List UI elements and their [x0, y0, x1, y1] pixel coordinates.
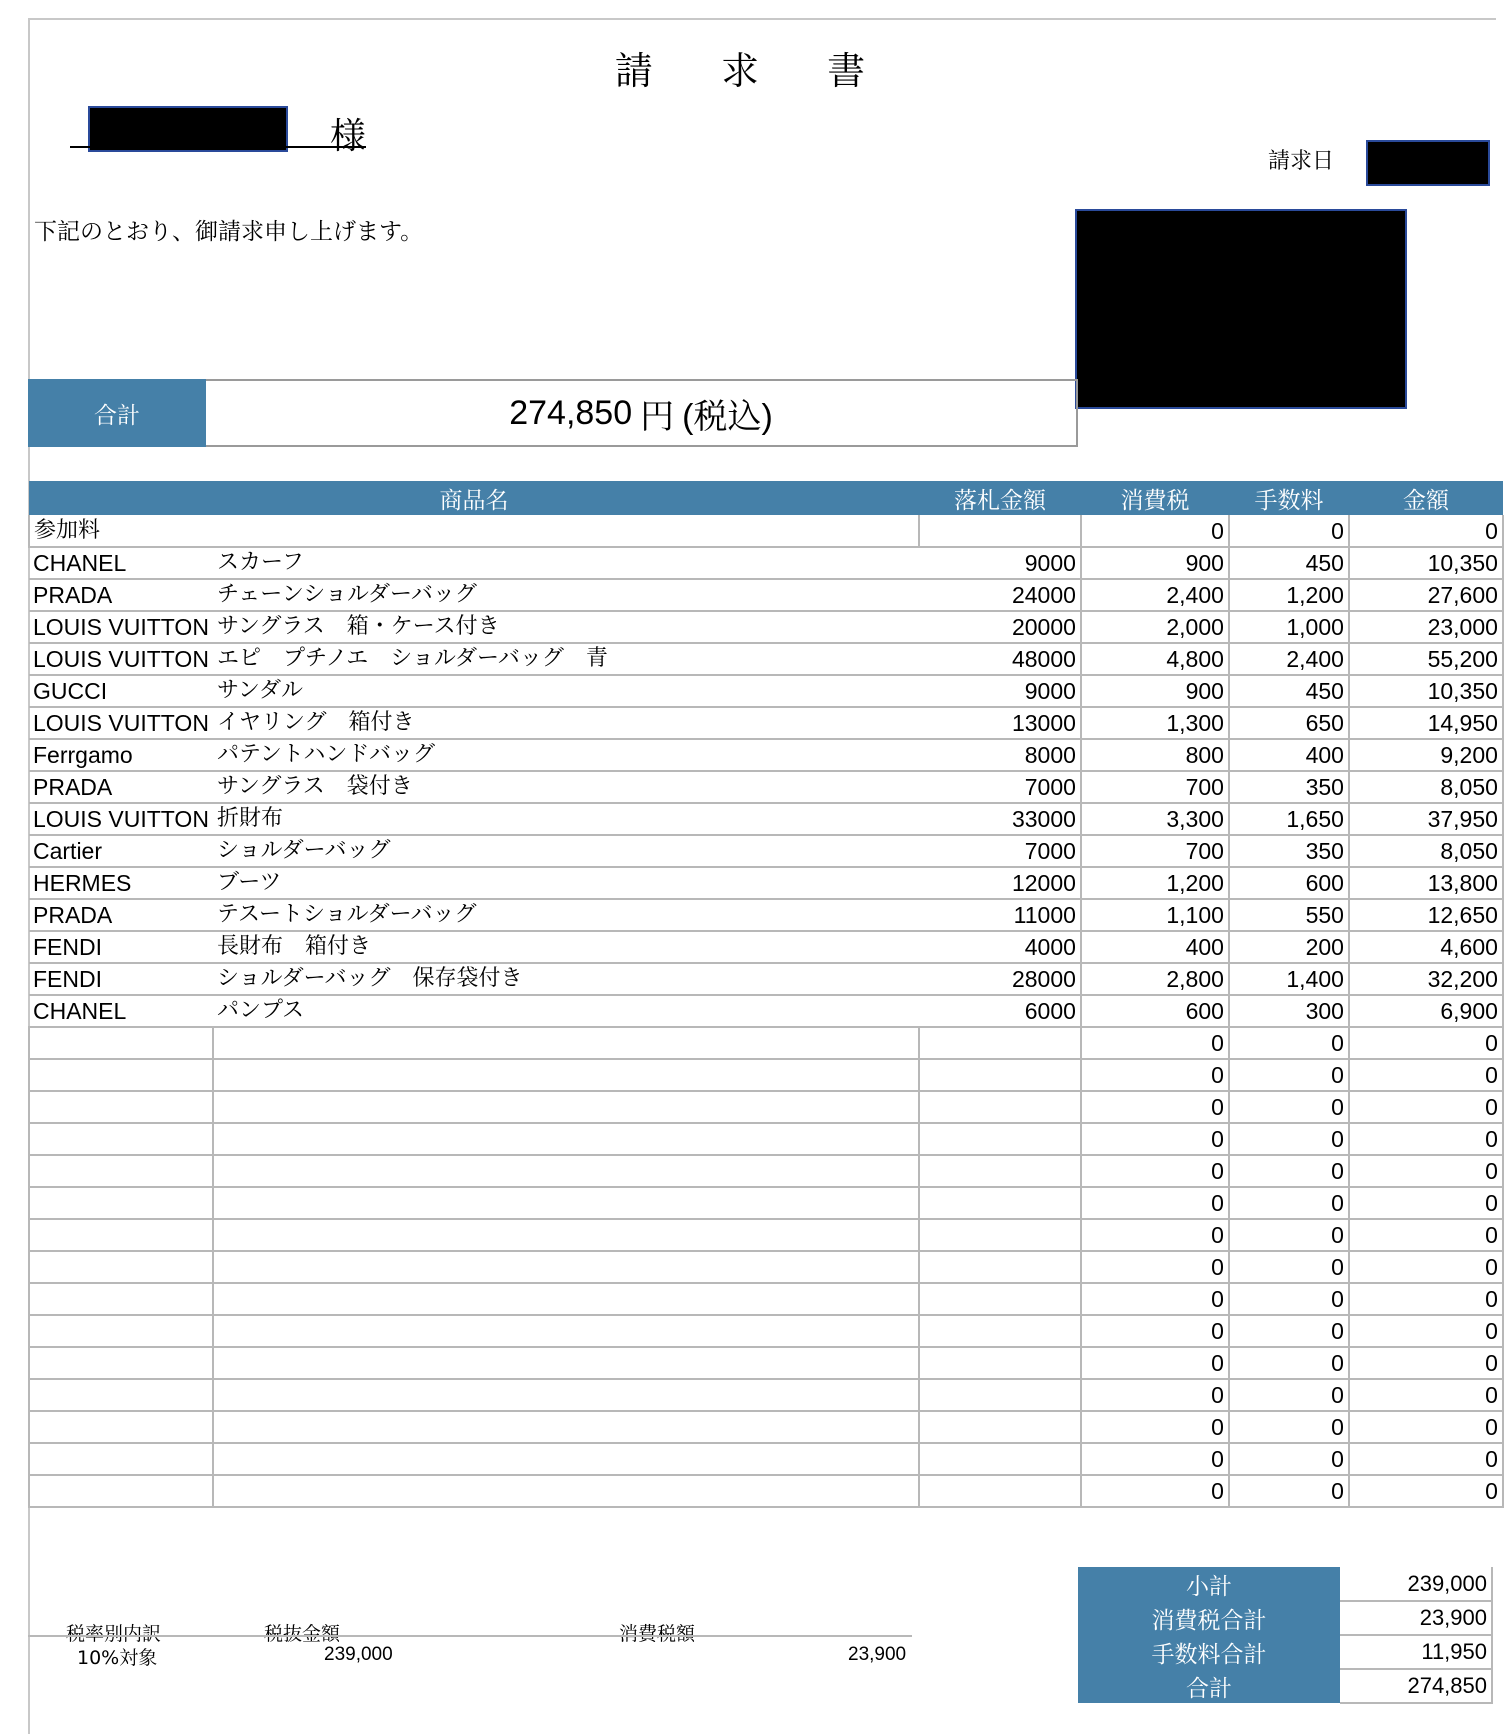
- empty-brand: [29, 1251, 213, 1283]
- item-tax: 1,200: [1081, 867, 1229, 899]
- empty-bid: [919, 1475, 1081, 1507]
- item-tax: 3,300: [1081, 803, 1229, 835]
- item-fee: 650: [1229, 707, 1349, 739]
- item-amount: 9,200: [1349, 739, 1503, 771]
- summary-table: [1078, 1567, 1493, 1704]
- total-label: 合計: [28, 379, 206, 447]
- item-fee: 450: [1229, 547, 1349, 579]
- empty-brand: [29, 1059, 213, 1091]
- empty-fee: 0: [1229, 1091, 1349, 1123]
- item-bid: 12000: [919, 867, 1081, 899]
- item-name: テスートショルダーバッグ: [213, 899, 919, 931]
- empty-brand: [29, 1347, 213, 1379]
- table-row: [29, 803, 1503, 835]
- empty-fee: 0: [1229, 1315, 1349, 1347]
- empty-brand: [29, 1443, 213, 1475]
- item-bid: 7000: [919, 835, 1081, 867]
- item-tax: 2,400: [1081, 579, 1229, 611]
- table-row: [29, 963, 1503, 995]
- item-amount: 27,600: [1349, 579, 1503, 611]
- empty-bid: [919, 1187, 1081, 1219]
- table-row: [29, 611, 1503, 643]
- line-items-table: [28, 481, 1504, 1508]
- empty-brand: [29, 1411, 213, 1443]
- empty-name: [213, 1443, 919, 1475]
- header-product: 商品名: [29, 481, 919, 515]
- item-bid: 48000: [919, 643, 1081, 675]
- item-brand: FENDI: [29, 963, 213, 995]
- empty-row: [29, 1187, 1503, 1219]
- empty-bid: [919, 1155, 1081, 1187]
- item-fee: 350: [1229, 771, 1349, 803]
- empty-name: [213, 1219, 919, 1251]
- item-tax: 400: [1081, 931, 1229, 963]
- item-amount: 23,000: [1349, 611, 1503, 643]
- item-brand: CHANEL: [29, 995, 213, 1027]
- empty-row: [29, 1219, 1503, 1251]
- item-brand: LOUIS VUITTON: [29, 803, 213, 835]
- item-name: サングラス 袋付き: [213, 771, 919, 803]
- item-name: サングラス 箱・ケース付き: [213, 611, 919, 643]
- item-fee: 450: [1229, 675, 1349, 707]
- item-tax: 700: [1081, 835, 1229, 867]
- item-fee: 1,650: [1229, 803, 1349, 835]
- empty-amount: 0: [1349, 1091, 1503, 1123]
- participation-bid: [919, 515, 1081, 547]
- empty-amount: 0: [1349, 1283, 1503, 1315]
- empty-bid: [919, 1315, 1081, 1347]
- item-name: チェーンショルダーバッグ: [213, 579, 919, 611]
- item-brand: FENDI: [29, 931, 213, 963]
- empty-tax: 0: [1081, 1443, 1229, 1475]
- empty-tax: 0: [1081, 1315, 1229, 1347]
- empty-fee: 0: [1229, 1347, 1349, 1379]
- empty-bid: [919, 1411, 1081, 1443]
- item-amount: 8,050: [1349, 835, 1503, 867]
- empty-fee: 0: [1229, 1123, 1349, 1155]
- item-name: スカーフ: [213, 547, 919, 579]
- summary-label: 消費税合計: [1078, 1601, 1340, 1635]
- item-tax: 900: [1081, 547, 1229, 579]
- empty-brand: [29, 1315, 213, 1347]
- empty-row: [29, 1283, 1503, 1315]
- item-fee: 550: [1229, 899, 1349, 931]
- empty-name: [213, 1475, 919, 1507]
- summary-row: [1078, 1601, 1492, 1635]
- header-tax: 消費税: [1081, 481, 1229, 515]
- empty-fee: 0: [1229, 1059, 1349, 1091]
- item-brand: LOUIS VUITTON: [29, 707, 213, 739]
- empty-row: [29, 1091, 1503, 1123]
- table-row: [29, 899, 1503, 931]
- item-amount: 8,050: [1349, 771, 1503, 803]
- summary-row: [1078, 1669, 1492, 1703]
- empty-tax: 0: [1081, 1475, 1229, 1507]
- empty-bid: [919, 1059, 1081, 1091]
- table-row: [29, 995, 1503, 1027]
- empty-name: [213, 1027, 919, 1059]
- total-amount: 274,850: [509, 393, 633, 432]
- empty-bid: [919, 1027, 1081, 1059]
- empty-name: [213, 1091, 919, 1123]
- empty-amount: 0: [1349, 1347, 1503, 1379]
- item-name: 折財布: [213, 803, 919, 835]
- item-amount: 10,350: [1349, 675, 1503, 707]
- item-brand: Ferrgamo: [29, 739, 213, 771]
- empty-bid: [919, 1251, 1081, 1283]
- empty-row: [29, 1411, 1503, 1443]
- empty-bid: [919, 1283, 1081, 1315]
- table-row: [29, 579, 1503, 611]
- item-amount: 6,900: [1349, 995, 1503, 1027]
- empty-fee: 0: [1229, 1475, 1349, 1507]
- item-bid: 11000: [919, 899, 1081, 931]
- empty-row: [29, 1155, 1503, 1187]
- empty-amount: 0: [1349, 1059, 1503, 1091]
- table-row: [29, 707, 1503, 739]
- participation-amount: 0: [1349, 515, 1503, 547]
- item-amount: 32,200: [1349, 963, 1503, 995]
- empty-bid: [919, 1443, 1081, 1475]
- empty-tax: 0: [1081, 1123, 1229, 1155]
- tax-breakdown-net-header: 税抜金額: [264, 1623, 341, 1645]
- empty-name: [213, 1187, 919, 1219]
- item-bid: 20000: [919, 611, 1081, 643]
- empty-bid: [919, 1123, 1081, 1155]
- item-brand: HERMES: [29, 867, 213, 899]
- empty-fee: 0: [1229, 1283, 1349, 1315]
- item-tax: 800: [1081, 739, 1229, 771]
- item-bid: 6000: [919, 995, 1081, 1027]
- summary-label: 手数料合計: [1078, 1635, 1340, 1669]
- empty-name: [213, 1251, 919, 1283]
- item-amount: 10,350: [1349, 547, 1503, 579]
- participation-fee: 0: [1229, 515, 1349, 547]
- summary-value: 239,000: [1340, 1567, 1492, 1601]
- empty-brand: [29, 1379, 213, 1411]
- empty-bid: [919, 1091, 1081, 1123]
- item-tax: 1,300: [1081, 707, 1229, 739]
- table-row: [29, 675, 1503, 707]
- item-name: ブーツ: [213, 867, 919, 899]
- tax-breakdown-rate-header: 税率別内訳: [66, 1623, 162, 1645]
- item-brand: LOUIS VUITTON: [29, 611, 213, 643]
- summary-row: [1078, 1635, 1492, 1669]
- tax-breakdown-tax: 23,900: [848, 1644, 907, 1665]
- empty-tax: 0: [1081, 1283, 1229, 1315]
- item-name: エピ プチノエ ショルダーバッグ 青: [213, 643, 919, 675]
- empty-bid: [919, 1219, 1081, 1251]
- header-amount: 金額: [1349, 481, 1503, 515]
- item-amount: 12,650: [1349, 899, 1503, 931]
- empty-brand: [29, 1123, 213, 1155]
- summary-value: 11,950: [1340, 1635, 1492, 1669]
- item-fee: 1,400: [1229, 963, 1349, 995]
- total-tax-note: (税込): [682, 397, 773, 436]
- empty-row: [29, 1347, 1503, 1379]
- empty-amount: 0: [1349, 1411, 1503, 1443]
- summary-value: 23,900: [1340, 1601, 1492, 1635]
- item-brand: PRADA: [29, 771, 213, 803]
- item-amount: 4,600: [1349, 931, 1503, 963]
- item-brand: CHANEL: [29, 547, 213, 579]
- item-fee: 1,200: [1229, 579, 1349, 611]
- empty-brand: [29, 1091, 213, 1123]
- item-name: ショルダーバッグ: [213, 835, 919, 867]
- empty-amount: 0: [1349, 1443, 1503, 1475]
- summary-label: 合計: [1078, 1669, 1340, 1703]
- empty-brand: [29, 1283, 213, 1315]
- invoice-date-label: 請求日: [1268, 149, 1335, 174]
- empty-fee: 0: [1229, 1187, 1349, 1219]
- item-tax: 2,800: [1081, 963, 1229, 995]
- empty-brand: [29, 1475, 213, 1507]
- empty-brand: [29, 1155, 213, 1187]
- item-amount: 13,800: [1349, 867, 1503, 899]
- item-name: パテントハンドバッグ: [213, 739, 919, 771]
- participation-tax: 0: [1081, 515, 1229, 547]
- item-name: 長財布 箱付き: [213, 931, 919, 963]
- empty-row: [29, 1379, 1503, 1411]
- empty-brand: [29, 1187, 213, 1219]
- item-tax: 1,100: [1081, 899, 1229, 931]
- table-row: [29, 547, 1503, 579]
- item-bid: 4000: [919, 931, 1081, 963]
- empty-name: [213, 1123, 919, 1155]
- empty-tax: 0: [1081, 1219, 1229, 1251]
- empty-name: [213, 1379, 919, 1411]
- empty-fee: 0: [1229, 1155, 1349, 1187]
- empty-row: [29, 1251, 1503, 1283]
- empty-amount: 0: [1349, 1155, 1503, 1187]
- item-fee: 300: [1229, 995, 1349, 1027]
- item-amount: 55,200: [1349, 643, 1503, 675]
- item-bid: 9000: [919, 547, 1081, 579]
- participation-fee-row: [29, 515, 1503, 547]
- empty-name: [213, 1059, 919, 1091]
- table-header-row: [29, 481, 1503, 515]
- tax-breakdown-rate: 10%対象: [77, 1647, 158, 1669]
- empty-name: [213, 1411, 919, 1443]
- tax-breakdown-net: 239,000: [324, 1644, 393, 1665]
- empty-row: [29, 1059, 1503, 1091]
- empty-tax: 0: [1081, 1155, 1229, 1187]
- header-bid: 落札金額: [919, 481, 1081, 515]
- empty-fee: 0: [1229, 1443, 1349, 1475]
- empty-amount: 0: [1349, 1251, 1503, 1283]
- empty-row: [29, 1123, 1503, 1155]
- item-bid: 7000: [919, 771, 1081, 803]
- empty-row: [29, 1443, 1503, 1475]
- empty-amount: 0: [1349, 1219, 1503, 1251]
- item-bid: 24000: [919, 579, 1081, 611]
- empty-amount: 0: [1349, 1379, 1503, 1411]
- table-row: [29, 739, 1503, 771]
- empty-tax: 0: [1081, 1379, 1229, 1411]
- item-fee: 1,000: [1229, 611, 1349, 643]
- empty-tax: 0: [1081, 1059, 1229, 1091]
- empty-tax: 0: [1081, 1091, 1229, 1123]
- empty-name: [213, 1347, 919, 1379]
- total-currency: 円: [640, 397, 675, 436]
- item-bid: 13000: [919, 707, 1081, 739]
- redacted-issuer-block: [1075, 209, 1407, 409]
- item-amount: 37,950: [1349, 803, 1503, 835]
- empty-amount: 0: [1349, 1187, 1503, 1219]
- empty-fee: 0: [1229, 1379, 1349, 1411]
- empty-amount: 0: [1349, 1475, 1503, 1507]
- item-bid: 28000: [919, 963, 1081, 995]
- empty-fee: 0: [1229, 1027, 1349, 1059]
- item-brand: PRADA: [29, 899, 213, 931]
- empty-fee: 0: [1229, 1251, 1349, 1283]
- item-brand: PRADA: [29, 579, 213, 611]
- honorific: 様: [330, 116, 367, 157]
- total-amount-box: [206, 379, 1078, 447]
- table-row: [29, 643, 1503, 675]
- header-fee: 手数料: [1229, 481, 1349, 515]
- empty-amount: 0: [1349, 1123, 1503, 1155]
- item-tax: 900: [1081, 675, 1229, 707]
- empty-name: [213, 1283, 919, 1315]
- item-fee: 200: [1229, 931, 1349, 963]
- summary-row: [1078, 1567, 1492, 1601]
- item-brand: Cartier: [29, 835, 213, 867]
- table-row: [29, 931, 1503, 963]
- table-row: [29, 867, 1503, 899]
- empty-bid: [919, 1379, 1081, 1411]
- item-name: イヤリング 箱付き: [213, 707, 919, 739]
- item-name: サンダル: [213, 675, 919, 707]
- tax-breakdown-tax-header: 消費税額: [619, 1623, 696, 1645]
- empty-fee: 0: [1229, 1411, 1349, 1443]
- item-name: ショルダーバッグ 保存袋付き: [213, 963, 919, 995]
- redacted-invoice-date: [1366, 140, 1490, 186]
- summary-value: 274,850: [1340, 1669, 1492, 1703]
- item-tax: 600: [1081, 995, 1229, 1027]
- empty-tax: 0: [1081, 1187, 1229, 1219]
- addressee-underline: [70, 146, 366, 148]
- item-tax: 4,800: [1081, 643, 1229, 675]
- empty-amount: 0: [1349, 1315, 1503, 1347]
- empty-brand: [29, 1027, 213, 1059]
- item-bid: 9000: [919, 675, 1081, 707]
- intro-text: 下記のとおり、御請求申し上げます。: [34, 219, 424, 245]
- item-tax: 2,000: [1081, 611, 1229, 643]
- item-brand: GUCCI: [29, 675, 213, 707]
- empty-row: [29, 1475, 1503, 1507]
- empty-row: [29, 1315, 1503, 1347]
- participation-label: 参加料: [29, 515, 919, 547]
- document-title: 請 求 書: [614, 49, 894, 93]
- item-fee: 350: [1229, 835, 1349, 867]
- summary-label: 小計: [1078, 1567, 1340, 1601]
- item-fee: 2,400: [1229, 643, 1349, 675]
- item-bid: 33000: [919, 803, 1081, 835]
- item-brand: LOUIS VUITTON: [29, 643, 213, 675]
- table-row: [29, 771, 1503, 803]
- empty-name: [213, 1315, 919, 1347]
- empty-row: [29, 1027, 1503, 1059]
- item-bid: 8000: [919, 739, 1081, 771]
- empty-fee: 0: [1229, 1219, 1349, 1251]
- empty-bid: [919, 1347, 1081, 1379]
- empty-tax: 0: [1081, 1411, 1229, 1443]
- empty-tax: 0: [1081, 1027, 1229, 1059]
- empty-amount: 0: [1349, 1027, 1503, 1059]
- empty-name: [213, 1155, 919, 1187]
- item-fee: 400: [1229, 739, 1349, 771]
- empty-tax: 0: [1081, 1347, 1229, 1379]
- empty-tax: 0: [1081, 1251, 1229, 1283]
- item-fee: 600: [1229, 867, 1349, 899]
- item-tax: 700: [1081, 771, 1229, 803]
- item-amount: 14,950: [1349, 707, 1503, 739]
- tax-breakdown-rule: [28, 1635, 912, 1637]
- empty-brand: [29, 1219, 213, 1251]
- item-name: パンプス: [213, 995, 919, 1027]
- table-row: [29, 835, 1503, 867]
